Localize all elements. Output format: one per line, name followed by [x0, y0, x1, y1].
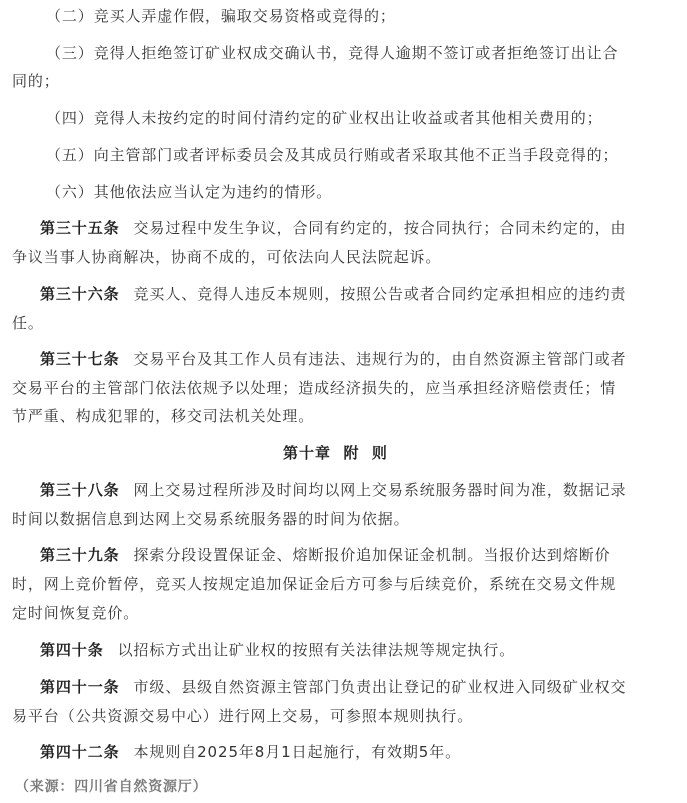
article-42-text-1: 本规则自2025年8月1日起施行，有效期5年。 [133, 743, 462, 761]
article-38-line-1 [40, 480, 626, 500]
article-35-line-1 [40, 218, 626, 238]
article-36-title: 第三十六条 [40, 285, 120, 303]
article-41-line-2: 易平台（公共资源交易中心）进行网上交易，可参照本规则执行。 [12, 707, 474, 725]
source-note: （来源：四川省自然资源厅） [15, 779, 208, 795]
article-35-line-2: 争议当事人协商解决，协商不成的，可依法向人民法院起诉。 [12, 248, 442, 266]
article-36-line-2: 任。 [12, 314, 44, 332]
article-36-text-1: 竞买人、竞得人违反本规则，按照公告或者合同约定承担相应的违约责 [133, 285, 627, 303]
article-36-line-1 [40, 284, 626, 304]
article-42-title: 第四十二条 [40, 743, 120, 761]
article-41-line-1 [40, 677, 626, 697]
article-40-line-1 [40, 640, 515, 660]
item-3-line-2: 同的； [12, 72, 60, 90]
article-39-line-1 [40, 545, 611, 565]
article-37-line-2: 交易平台的主管部门依法依规予以处理；造成经济损失的，应当承担经济赔偿责任；情 [12, 379, 617, 397]
article-39-line-3: 定时间恢复竞价。 [12, 604, 140, 622]
article-38-text-1: 网上交易过程所涉及时间均以网上交易系统服务器时间为准，数据记录 [133, 481, 627, 499]
article-41-text-1: 市级、县级自然资源主管部门负责出让登记的矿业权进入同级矿业权交 [133, 678, 627, 696]
article-40-text-1: 以招标方式出让矿业权的按照有关法律法规等规定执行。 [117, 641, 516, 659]
item-5: （五）向主管部门或者评标委员会及其成员行贿或者采取其他不正当手段竞得的； [46, 146, 619, 164]
article-37-title: 第三十七条 [40, 350, 120, 368]
chapter-10-heading: 第十章 附 则 [283, 444, 388, 462]
article-37-line-3: 节严重、构成犯罪的，移交司法机关处理。 [12, 407, 315, 425]
article-38-line-2: 时间以数据信息到达网上交易系统服务器的时间为依据。 [12, 510, 410, 528]
article-41-title: 第四十一条 [40, 678, 120, 696]
article-39-text-1: 探索分段设置保证金、熔断报价追加保证金机制。当报价达到熔断价 [133, 546, 611, 564]
article-35-text-1: 交易过程中发生争议，合同有约定的，按合同执行；合同未约定的，由 [133, 219, 627, 237]
item-6: （六）其他依法应当认定为违约的情形。 [46, 183, 333, 201]
article-40-title: 第四十条 [40, 641, 104, 659]
article-37-line-1 [40, 349, 626, 369]
article-39-title: 第三十九条 [40, 546, 120, 564]
article-38-title: 第三十八条 [40, 481, 120, 499]
article-42-line-1 [40, 742, 461, 762]
article-35-title: 第三十五条 [40, 219, 120, 237]
item-3-line-1: （三）竞得人拒绝签订矿业权成交确认书，竞得人逾期不签订或者拒绝签订出让合 [46, 44, 619, 62]
item-2: （二）竞买人弄虚作假，骗取交易资格或竞得的； [46, 7, 396, 25]
article-39-line-2: 时，网上竞价暂停，竞买人按规定追加保证金后方可参与后续竞价，系统在交易文件规 [12, 575, 617, 593]
item-4: （四）竞得人未按约定的时间付清约定的矿业权出让收益或者其他相关费用的； [46, 109, 603, 127]
article-37-text-1: 交易平台及其工作人员有违法、违规行为的，由自然资源主管部门或者 [133, 350, 627, 368]
